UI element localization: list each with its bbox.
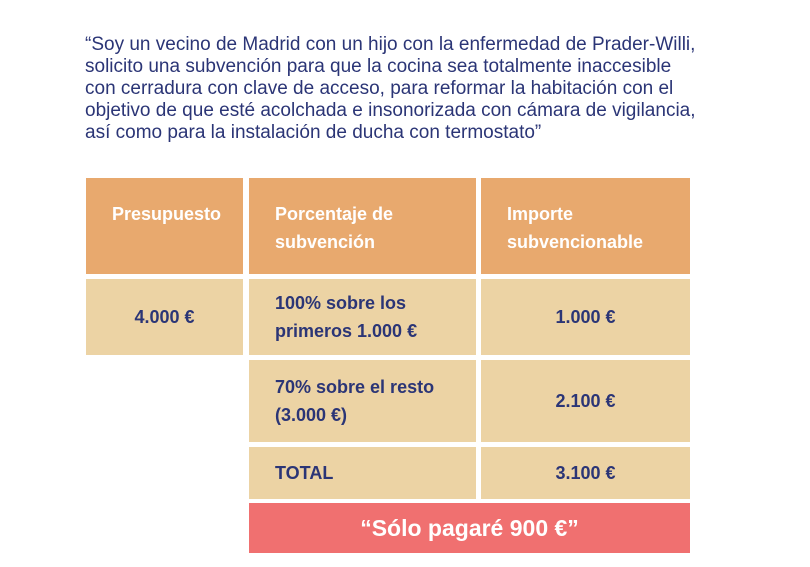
amount-value: 2.100 € (555, 391, 616, 411)
header-amount-line2: subvencionable (507, 232, 644, 252)
header-percentage (249, 178, 476, 274)
amount-value: 1.000 € (555, 307, 616, 327)
quote-line: así como para la instalación de ducha con termostato” (85, 122, 542, 143)
header-budget (86, 178, 243, 274)
header-percentage-line1: Porcentaje de (275, 204, 394, 224)
quote-line: con cerradura con clave de acceso, para reformar la habitación con el (85, 78, 674, 99)
total-label: TOTAL (275, 463, 334, 483)
table-row-percentage (249, 279, 476, 355)
header-percentage-line2: subvención (275, 232, 376, 252)
table-row-percentage (249, 360, 476, 442)
quote-line: objetivo de que esté acolchada e insonorizada con cámara de vigilancia, (85, 100, 696, 121)
payment-banner (249, 503, 690, 553)
percentage-line1: 100% sobre los (275, 293, 407, 313)
table-row-amount (481, 279, 690, 355)
table-row-amount (481, 360, 690, 442)
total-amount: 3.100 € (555, 463, 616, 483)
percentage-line1: 70% sobre el resto (275, 377, 435, 397)
header-budget-label: Presupuesto (112, 204, 222, 224)
header-amount-line1: Importe (507, 204, 574, 224)
percentage-line2: (3.000 €) (275, 405, 348, 425)
header-amount (481, 178, 690, 274)
quote-text (85, 34, 785, 144)
quote-line: “Soy un vecino de Madrid con un hijo con la enfermedad de Prader-Willi, (85, 34, 696, 55)
percentage-line2: primeros 1.000 € (275, 321, 418, 341)
payment-banner-text: “Sólo pagaré 900 €” (360, 514, 579, 541)
total-label-cell (249, 447, 476, 499)
budget-value: 4.000 € (134, 307, 195, 327)
total-amount-cell (481, 447, 690, 499)
budget-value-cell (86, 279, 243, 355)
quote-line: solicito una subvención para que la cocina sea totalmente inaccesible (85, 56, 672, 77)
